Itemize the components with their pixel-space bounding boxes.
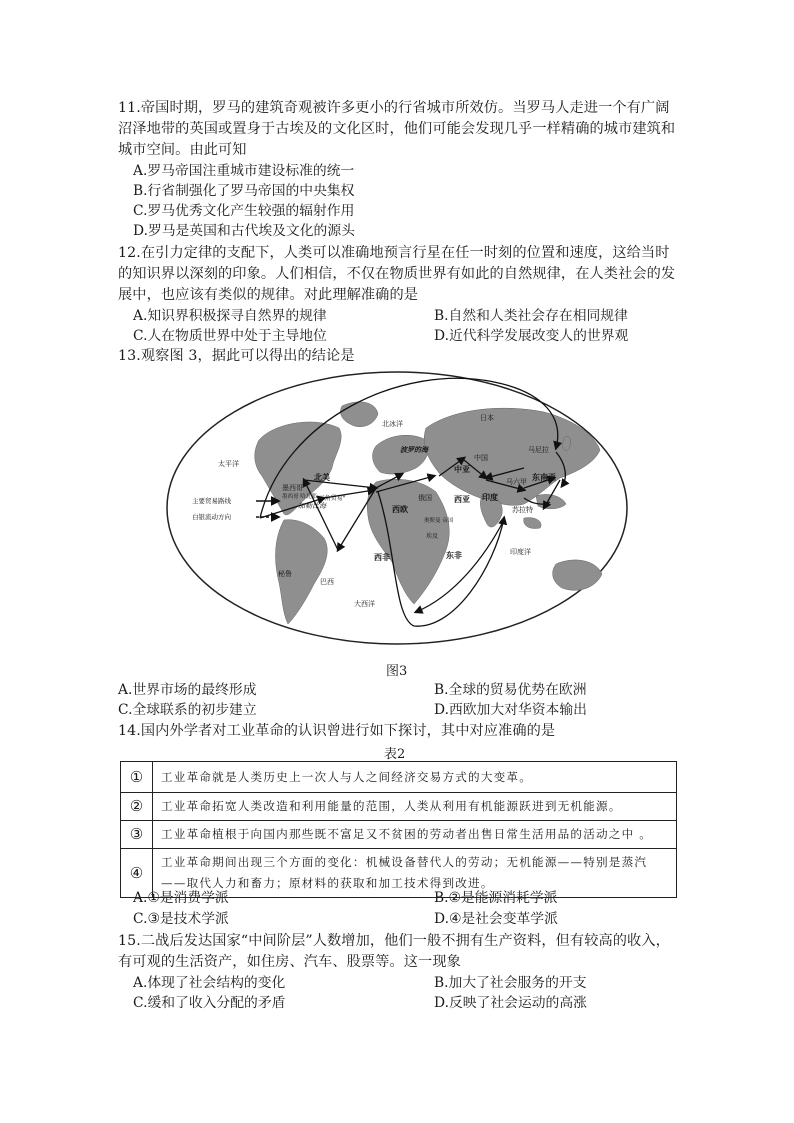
table-row-text: 工业革命期间出现三个方面的变化：机械设备替代人的劳动；无机能源——特别是蒸汽——取代人力和畜力；原材料的获取和加工技术得到改进。 [153,849,677,898]
map-label-atlantic: 大西洋 [354,600,375,608]
table-2 [120,761,677,898]
map-label-mexico: 墨西哥 [282,484,303,492]
map-label-arctic: 北冰洋 [382,420,403,428]
q15-stem: 15.二战后发达国家“中间阶层”人数增加，他们一般不拥有生产资料，但有较高的收入，有可观的生活资产，如住房、汽车、股票等。这一现象 [118,933,670,970]
q13-option-d: D.西欧加大对华资本输出 [434,702,587,718]
map-label-central-asia: 中亚 [454,465,470,474]
map-label-caribbean: 加勒比海 [298,502,326,510]
q11-option-b: B.行省制强化了罗马帝国的中央集权 [133,183,355,199]
map-label-east-africa: 东非 [446,551,462,560]
map-label-legend-trade: 主要贸易路线 [192,497,231,505]
map-label-mexico-port: 墨西哥 哈瓦那 [282,494,317,500]
map-label-manila: 马尼拉 [528,446,549,454]
q11-option-c: C.罗马优秀文化产生较强的辐射作用 [133,203,355,219]
q14-option-b: B.②是能源消耗学派 [434,890,558,906]
q15-option-c: C.缓和了收入分配的矛盾 [133,995,286,1011]
q12-option-d: D.近代科学发展改变人的世界观 [434,328,629,344]
table-row-num: ① [121,762,153,793]
map-label-china: 中国 [474,454,488,462]
q12-option-a: A.知识界积极探寻自然界的规律 [133,308,327,324]
map-label-west-africa: 西非 [374,553,390,562]
table-2-title: 表2 [384,747,406,762]
q13-option-c: C.全球联系的初步建立 [118,702,257,718]
map-label-n-america: 北美 [314,473,330,482]
map-label-russia: 俄国 [418,494,432,502]
world-trade-map [164,368,630,648]
map-label-legend-silver: 白银流动方向 [192,513,231,521]
map-label-sea: 东南亚 [532,473,556,482]
map-label-malacca: 马六甲 [506,478,527,486]
table-row-text: 工业革命拓宽人类改造和利用能量的范围，人类从利用有机能源跃进到无机能源。 [153,793,677,821]
q14-option-c: C.③是技术学派 [133,911,229,927]
table-row-num: ② [121,793,153,821]
map-label-surat: 苏拉特 [512,506,533,514]
table-row [121,793,677,821]
q15-option-d: D.反映了社会运动的高涨 [434,995,587,1011]
map-label-peru: 秘鲁 [278,570,292,578]
q12-option-c: C.人在物质世界中处于主导地位 [133,328,327,344]
table-row [121,821,677,849]
map-label-triangle: "三角贸易" [316,495,346,502]
q11-option-a: A.罗马帝国注重城市建设标准的统一 [133,163,355,179]
q12-stem: 12.在引力定律的支配下，人类可以准确地预言行星在任一时刻的位置和速度，这给当时的知识界以深刻的印象。人们相信，不仅在物质世界有如此的自然规律，在人类社会的发展中，也应该有类似的规律。对此理解准确的是 [118,245,676,303]
q11-stem: 11.帝国时期，罗马的建筑奇观被许多更小的行省城市所效仿。当罗马人走进一个有广阔沼泽地带的英国或置身于古埃及的文化区时，他们可能会发现几乎一样精确的城市建筑和城市空间。由此可知 [118,100,676,158]
q13-stem: 13.观察图 3，据此可以得出的结论是 [118,348,355,364]
map-label-baltic: 波罗的海 [400,446,428,454]
q13-option-a: A.世界市场的最终形成 [118,682,257,698]
q14-option-a: A.①是消费学派 [133,890,229,906]
q13-option-b: B.全球的贸易优势在欧洲 [434,682,587,698]
map-label-india: 印度 [482,493,498,502]
q11-option-d: D.罗马是英国和古代埃及文化的源头 [133,223,355,239]
map-label-ottoman: 奥斯曼 帝国 [424,518,454,524]
figure-3-caption: 图3 [386,664,408,679]
map-label-west-europe: 西欧 [392,505,408,514]
map-label-indian-ocean: 印度洋 [510,548,531,556]
map-label-brazil: 巴西 [320,578,334,586]
q12-option-b: B.自然和人类社会存在相同规律 [434,308,628,324]
q15-option-b: B.加大了社会服务的开支 [434,975,587,991]
table-row-num: ③ [121,821,153,849]
table-row-text: 工业革命就是人类历史上一次人与人之间经济交易方式的大变革。 [153,762,677,793]
table-row-text: 工业革命植根于向国内那些既不富足又不贫困的劳动者出售日常生活用品的活动之中 。 [153,821,677,849]
map-label-egypt: 埃及 [426,533,439,540]
table-row-num: ④ [121,849,153,898]
q14-option-d: D.④是社会变革学派 [434,911,558,927]
q14-stem: 14.国内外学者对工业革命的认识曾进行如下探讨，其中对应准确的是 [118,723,556,739]
table-row [121,762,677,793]
q15-option-a: A.体现了社会结构的变化 [133,975,286,991]
map-label-pacific: 太平洋 [218,460,239,468]
map-label-west-asia: 西亚 [454,495,470,504]
map-label-japan: 日本 [480,414,494,422]
